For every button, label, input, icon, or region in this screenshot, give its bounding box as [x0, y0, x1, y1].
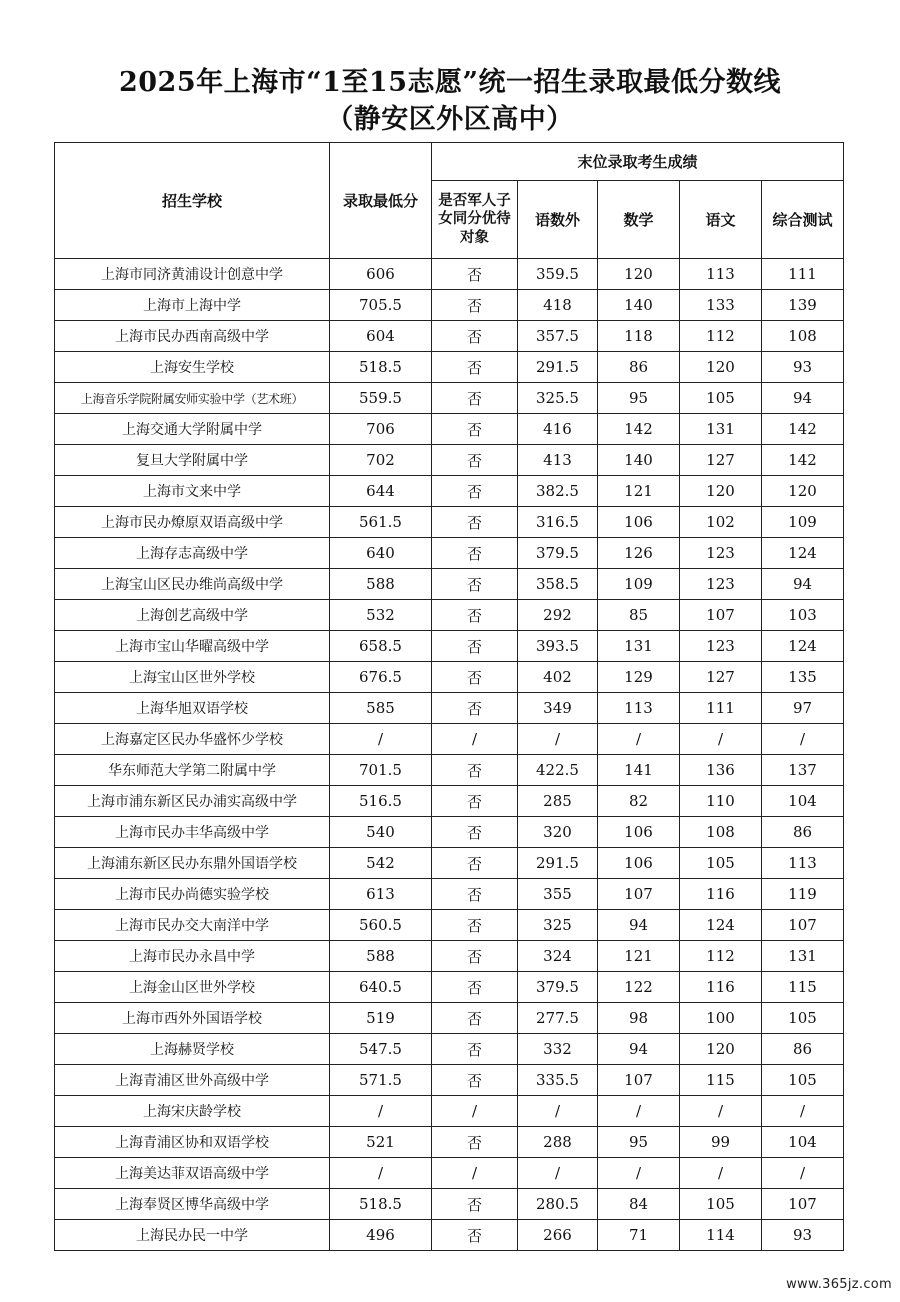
military-cell: 否	[432, 1003, 518, 1034]
comprehensive-cell: 105	[762, 1003, 844, 1034]
comprehensive-cell: 86	[762, 1034, 844, 1065]
min-score-cell: 640.5	[330, 972, 432, 1003]
table-row	[55, 600, 844, 631]
total-cell: 355	[518, 879, 598, 910]
total-cell: 266	[518, 1220, 598, 1251]
military-cell: 否	[432, 662, 518, 693]
score-table	[54, 142, 844, 1251]
table-row	[55, 1158, 844, 1189]
min-score-cell: 532	[330, 600, 432, 631]
table-row	[55, 321, 844, 352]
total-cell: 324	[518, 941, 598, 972]
chinese-cell: 127	[680, 445, 762, 476]
header-school: 招生学校	[55, 143, 330, 259]
min-score-cell: /	[330, 724, 432, 755]
min-score-cell: 496	[330, 1220, 432, 1251]
chinese-cell: /	[680, 724, 762, 755]
math-cell: 107	[598, 1065, 680, 1096]
table-row	[55, 1220, 844, 1251]
chinese-cell: 114	[680, 1220, 762, 1251]
school-cell: 上海市民办交大南洋中学	[55, 910, 330, 941]
comprehensive-cell: /	[762, 724, 844, 755]
school-cell: 上海华旭双语学校	[55, 693, 330, 724]
comprehensive-cell: 93	[762, 352, 844, 383]
military-cell: 否	[432, 1189, 518, 1220]
total-cell: 357.5	[518, 321, 598, 352]
total-cell: 325	[518, 910, 598, 941]
table-row	[55, 476, 844, 507]
total-cell: 291.5	[518, 848, 598, 879]
school-cell: 上海市民办燎原双语高级中学	[55, 507, 330, 538]
math-cell: 107	[598, 879, 680, 910]
military-cell: 否	[432, 445, 518, 476]
comprehensive-cell: 104	[762, 786, 844, 817]
table-row	[55, 290, 844, 321]
chinese-cell: /	[680, 1096, 762, 1127]
math-cell: 98	[598, 1003, 680, 1034]
table-row	[55, 538, 844, 569]
school-cell: 上海市同济黄浦设计创意中学	[55, 259, 330, 290]
math-cell: 120	[598, 259, 680, 290]
chinese-cell: 112	[680, 321, 762, 352]
table-row	[55, 817, 844, 848]
comprehensive-cell: 93	[762, 1220, 844, 1251]
comprehensive-cell: 135	[762, 662, 844, 693]
chinese-cell: 124	[680, 910, 762, 941]
school-cell: 上海市民办西南高级中学	[55, 321, 330, 352]
page-title: 2025年上海市“1至15志愿”统一招生录取最低分数线	[118, 67, 782, 98]
military-cell: 否	[432, 600, 518, 631]
table-row	[55, 352, 844, 383]
school-cell: 上海美达菲双语高级中学	[55, 1158, 330, 1189]
school-cell: 上海市上海中学	[55, 290, 330, 321]
military-cell: 否	[432, 848, 518, 879]
total-cell: 359.5	[518, 259, 598, 290]
header-math: 数学	[598, 181, 680, 259]
min-score-cell: 658.5	[330, 631, 432, 662]
school-cell: 上海市民办永昌中学	[55, 941, 330, 972]
comprehensive-cell: 113	[762, 848, 844, 879]
math-cell: 140	[598, 290, 680, 321]
comprehensive-cell: 120	[762, 476, 844, 507]
math-cell: 94	[598, 1034, 680, 1065]
table-row	[55, 1189, 844, 1220]
military-cell: 否	[432, 352, 518, 383]
military-cell: 否	[432, 383, 518, 414]
math-cell: 129	[598, 662, 680, 693]
total-cell: 358.5	[518, 569, 598, 600]
math-cell: 95	[598, 1127, 680, 1158]
school-cell: 上海市西外外国语学校	[55, 1003, 330, 1034]
table-row	[55, 445, 844, 476]
chinese-cell: 120	[680, 352, 762, 383]
school-cell: 上海青浦区世外高级中学	[55, 1065, 330, 1096]
total-cell: 349	[518, 693, 598, 724]
table-row	[55, 786, 844, 817]
math-cell: /	[598, 724, 680, 755]
military-cell: 否	[432, 631, 518, 662]
total-cell: 285	[518, 786, 598, 817]
chinese-cell: 110	[680, 786, 762, 817]
chinese-cell: 123	[680, 569, 762, 600]
math-cell: 106	[598, 817, 680, 848]
military-cell: 否	[432, 786, 518, 817]
school-cell: 上海金山区世外学校	[55, 972, 330, 1003]
total-cell: 335.5	[518, 1065, 598, 1096]
min-score-cell: 521	[330, 1127, 432, 1158]
chinese-cell: 111	[680, 693, 762, 724]
chinese-cell: 133	[680, 290, 762, 321]
header-min-score: 录取最低分	[330, 143, 432, 259]
school-cell: 上海青浦区协和双语学校	[55, 1127, 330, 1158]
military-cell: 否	[432, 817, 518, 848]
school-cell: 复旦大学附属中学	[55, 445, 330, 476]
min-score-cell: 604	[330, 321, 432, 352]
min-score-cell: 561.5	[330, 507, 432, 538]
total-cell: 291.5	[518, 352, 598, 383]
military-cell: /	[432, 724, 518, 755]
comprehensive-cell: 105	[762, 1065, 844, 1096]
comprehensive-cell: 139	[762, 290, 844, 321]
min-score-cell: 706	[330, 414, 432, 445]
chinese-cell: 136	[680, 755, 762, 786]
military-cell: /	[432, 1158, 518, 1189]
header-last-group: 末位录取考生成绩	[432, 143, 844, 181]
school-cell: 上海音乐学院附属安师实验中学（艺术班）	[55, 383, 330, 414]
total-cell: 422.5	[518, 755, 598, 786]
military-cell: 否	[432, 321, 518, 352]
chinese-cell: 99	[680, 1127, 762, 1158]
military-cell: 否	[432, 290, 518, 321]
min-score-cell: 540	[330, 817, 432, 848]
military-cell: 否	[432, 910, 518, 941]
total-cell: 292	[518, 600, 598, 631]
school-cell: 上海宝山区世外学校	[55, 662, 330, 693]
min-score-cell: 588	[330, 941, 432, 972]
table-row	[55, 879, 844, 910]
min-score-cell: 676.5	[330, 662, 432, 693]
chinese-cell: 105	[680, 848, 762, 879]
min-score-cell: /	[330, 1096, 432, 1127]
min-score-cell: 519	[330, 1003, 432, 1034]
military-cell: /	[432, 1096, 518, 1127]
min-score-cell: 571.5	[330, 1065, 432, 1096]
table-row	[55, 1065, 844, 1096]
total-cell: 316.5	[518, 507, 598, 538]
table-row	[55, 1127, 844, 1158]
math-cell: 126	[598, 538, 680, 569]
school-cell: 上海存志高级中学	[55, 538, 330, 569]
military-cell: 否	[432, 1065, 518, 1096]
table-row	[55, 1034, 844, 1065]
table-row	[55, 1003, 844, 1034]
chinese-cell: 120	[680, 476, 762, 507]
school-cell: 上海嘉定区民办华盛怀少学校	[55, 724, 330, 755]
watermark: www.365jz.com	[786, 1277, 892, 1292]
total-cell: 325.5	[518, 383, 598, 414]
math-cell: 121	[598, 941, 680, 972]
math-cell: 71	[598, 1220, 680, 1251]
table-row	[55, 755, 844, 786]
comprehensive-cell: 97	[762, 693, 844, 724]
total-cell: 418	[518, 290, 598, 321]
math-cell: 106	[598, 507, 680, 538]
school-cell: 上海市民办丰华高级中学	[55, 817, 330, 848]
header-total: 语数外	[518, 181, 598, 259]
school-cell: 上海创艺高级中学	[55, 600, 330, 631]
header-comprehensive: 综合测试	[762, 181, 844, 259]
total-cell: 277.5	[518, 1003, 598, 1034]
chinese-cell: 123	[680, 631, 762, 662]
comprehensive-cell: 104	[762, 1127, 844, 1158]
comprehensive-cell: 119	[762, 879, 844, 910]
math-cell: 85	[598, 600, 680, 631]
table-row	[55, 941, 844, 972]
military-cell: 否	[432, 755, 518, 786]
math-cell: 82	[598, 786, 680, 817]
total-cell: /	[518, 1096, 598, 1127]
comprehensive-cell: 103	[762, 600, 844, 631]
chinese-cell: 105	[680, 383, 762, 414]
math-cell: 142	[598, 414, 680, 445]
header-chinese: 语文	[680, 181, 762, 259]
total-cell: 382.5	[518, 476, 598, 507]
military-cell: 否	[432, 507, 518, 538]
math-cell: 84	[598, 1189, 680, 1220]
chinese-cell: 108	[680, 817, 762, 848]
military-cell: 否	[432, 972, 518, 1003]
military-cell: 否	[432, 1034, 518, 1065]
min-score-cell: 702	[330, 445, 432, 476]
min-score-cell: 518.5	[330, 352, 432, 383]
total-cell: 288	[518, 1127, 598, 1158]
total-cell: 402	[518, 662, 598, 693]
math-cell: 122	[598, 972, 680, 1003]
math-cell: 140	[598, 445, 680, 476]
page-subtitle: （静安区外区高中）	[326, 104, 574, 135]
school-cell: 上海宋庆龄学校	[55, 1096, 330, 1127]
math-cell: /	[598, 1158, 680, 1189]
min-score-cell: 644	[330, 476, 432, 507]
chinese-cell: 123	[680, 538, 762, 569]
min-score-cell: 516.5	[330, 786, 432, 817]
military-cell: 否	[432, 1127, 518, 1158]
table-body	[55, 259, 844, 1251]
min-score-cell: /	[330, 1158, 432, 1189]
chinese-cell: 107	[680, 600, 762, 631]
military-cell: 否	[432, 259, 518, 290]
total-cell: /	[518, 724, 598, 755]
comprehensive-cell: 124	[762, 631, 844, 662]
chinese-cell: 102	[680, 507, 762, 538]
min-score-cell: 560.5	[330, 910, 432, 941]
table-row	[55, 724, 844, 755]
comprehensive-cell: 142	[762, 445, 844, 476]
total-cell: 320	[518, 817, 598, 848]
comprehensive-cell: 142	[762, 414, 844, 445]
chinese-cell: 116	[680, 879, 762, 910]
school-cell: 上海市宝山华曜高级中学	[55, 631, 330, 662]
comprehensive-cell: 137	[762, 755, 844, 786]
table-row	[55, 972, 844, 1003]
math-cell: 109	[598, 569, 680, 600]
min-score-cell: 559.5	[330, 383, 432, 414]
comprehensive-cell: 124	[762, 538, 844, 569]
math-cell: 113	[598, 693, 680, 724]
math-cell: 106	[598, 848, 680, 879]
comprehensive-cell: 115	[762, 972, 844, 1003]
table-row	[55, 848, 844, 879]
total-cell: 413	[518, 445, 598, 476]
military-cell: 否	[432, 879, 518, 910]
table-row	[55, 259, 844, 290]
comprehensive-cell: 94	[762, 569, 844, 600]
chinese-cell: 120	[680, 1034, 762, 1065]
table-row	[55, 662, 844, 693]
military-cell: 否	[432, 569, 518, 600]
comprehensive-cell: 86	[762, 817, 844, 848]
chinese-cell: 100	[680, 1003, 762, 1034]
comprehensive-cell: /	[762, 1096, 844, 1127]
min-score-cell: 613	[330, 879, 432, 910]
school-cell: 华东师范大学第二附属中学	[55, 755, 330, 786]
math-cell: 118	[598, 321, 680, 352]
comprehensive-cell: 107	[762, 910, 844, 941]
total-cell: 416	[518, 414, 598, 445]
min-score-cell: 588	[330, 569, 432, 600]
school-cell: 上海交通大学附属中学	[55, 414, 330, 445]
total-cell: 280.5	[518, 1189, 598, 1220]
school-cell: 上海赫贤学校	[55, 1034, 330, 1065]
military-cell: 否	[432, 941, 518, 972]
chinese-cell: 105	[680, 1189, 762, 1220]
comprehensive-cell: 109	[762, 507, 844, 538]
math-cell: 141	[598, 755, 680, 786]
chinese-cell: 113	[680, 259, 762, 290]
school-cell: 上海市浦东新区民办浦实高级中学	[55, 786, 330, 817]
math-cell: 95	[598, 383, 680, 414]
total-cell: /	[518, 1158, 598, 1189]
math-cell: 131	[598, 631, 680, 662]
school-cell: 上海市文来中学	[55, 476, 330, 507]
chinese-cell: 115	[680, 1065, 762, 1096]
chinese-cell: 131	[680, 414, 762, 445]
school-cell: 上海民办民一中学	[55, 1220, 330, 1251]
military-cell: 否	[432, 476, 518, 507]
min-score-cell: 640	[330, 538, 432, 569]
military-cell: 否	[432, 1220, 518, 1251]
school-cell: 上海浦东新区民办东鼎外国语学校	[55, 848, 330, 879]
comprehensive-cell: 108	[762, 321, 844, 352]
table-row	[55, 693, 844, 724]
table-row	[55, 910, 844, 941]
math-cell: 94	[598, 910, 680, 941]
min-score-cell: 547.5	[330, 1034, 432, 1065]
min-score-cell: 542	[330, 848, 432, 879]
total-cell: 393.5	[518, 631, 598, 662]
min-score-cell: 606	[330, 259, 432, 290]
table-row	[55, 507, 844, 538]
table-row	[55, 383, 844, 414]
comprehensive-cell: 107	[762, 1189, 844, 1220]
table-row	[55, 631, 844, 662]
school-cell: 上海市民办尚德实验学校	[55, 879, 330, 910]
min-score-cell: 585	[330, 693, 432, 724]
school-cell: 上海安生学校	[55, 352, 330, 383]
school-cell: 上海宝山区民办维尚高级中学	[55, 569, 330, 600]
comprehensive-cell: 131	[762, 941, 844, 972]
chinese-cell: /	[680, 1158, 762, 1189]
min-score-cell: 701.5	[330, 755, 432, 786]
chinese-cell: 112	[680, 941, 762, 972]
table-row	[55, 569, 844, 600]
military-cell: 否	[432, 414, 518, 445]
header-military: 是否军人子女同分优待对象	[432, 181, 518, 259]
math-cell: /	[598, 1096, 680, 1127]
total-cell: 379.5	[518, 972, 598, 1003]
comprehensive-cell: 111	[762, 259, 844, 290]
table-row	[55, 1096, 844, 1127]
school-cell: 上海奉贤区博华高级中学	[55, 1189, 330, 1220]
total-cell: 332	[518, 1034, 598, 1065]
math-cell: 86	[598, 352, 680, 383]
chinese-cell: 116	[680, 972, 762, 1003]
comprehensive-cell: 94	[762, 383, 844, 414]
military-cell: 否	[432, 538, 518, 569]
military-cell: 否	[432, 693, 518, 724]
comprehensive-cell: /	[762, 1158, 844, 1189]
total-cell: 379.5	[518, 538, 598, 569]
math-cell: 121	[598, 476, 680, 507]
min-score-cell: 705.5	[330, 290, 432, 321]
table-row	[55, 414, 844, 445]
min-score-cell: 518.5	[330, 1189, 432, 1220]
chinese-cell: 127	[680, 662, 762, 693]
